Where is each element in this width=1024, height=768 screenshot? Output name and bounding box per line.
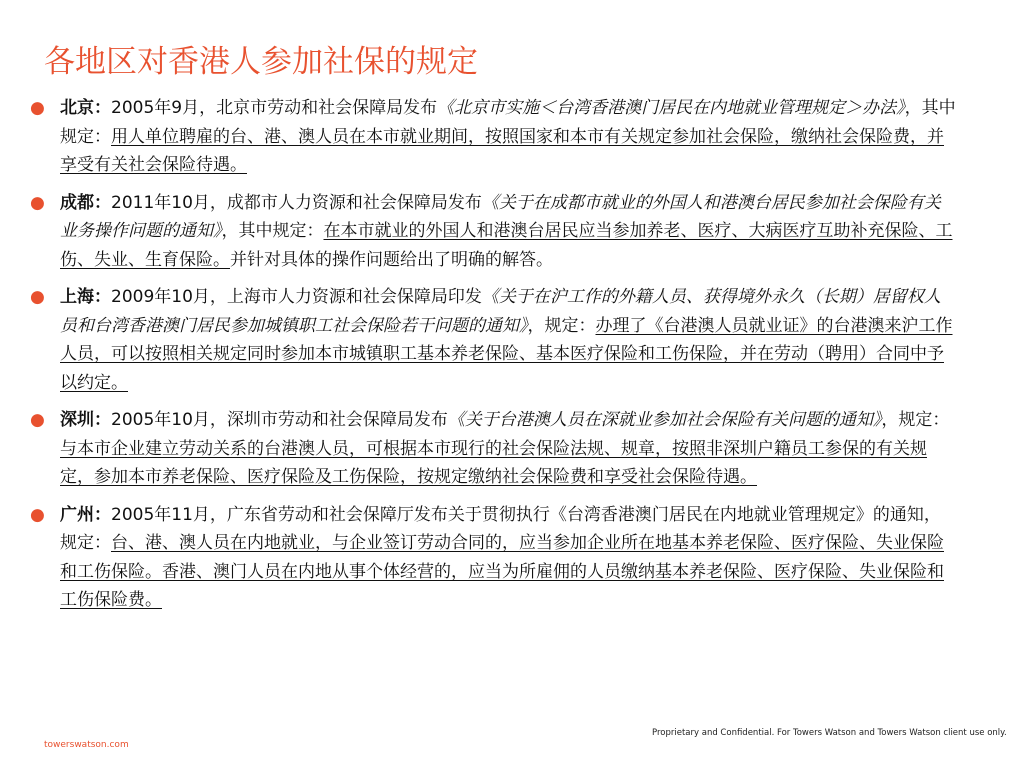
footer-website: towerswatson.com [44,740,129,750]
city-label: 广州： [60,504,111,525]
bullet-icon: ● [30,192,45,213]
regulation-text: 用人单位聘雇的台、港、澳人员在本市就业期间，按照国家和本市有关规定参加社会保险，缴纳社会保险费，并享受有关社会保险待遇。 [60,126,944,175]
item-mid-text: ，其中规定： [60,98,956,147]
regulation-list [26,94,956,624]
document-title: 《北京市实施＜台湾香港澳门居民在内地就业管理规定＞办法》 [437,98,905,118]
list-item-shenzhen [26,406,956,492]
item-lead-text: 2005年11月，广东省劳动和社会保障厅发布关于贯彻执行《台湾香港澳门居民在内地就业管理规定》的通知，规定： [60,504,941,553]
bullet-icon: ● [30,410,45,430]
document-title: 《关于台港澳人员在深就业参加社会保险有关问题的通知》 [447,410,882,430]
regulation-text: 办理了《台港澳人员就业证》的台港澳来沪工作人员，可以按照相关规定同时参加本市城镇职工基本养老保险、基本医疗保险和工伤保险，并在劳动（聘用）合同中予以约定。 [60,315,953,393]
item-mid-text: ，其中规定： [221,221,324,241]
list-item-chengdu [26,189,956,275]
page-title: 各地区对香港人参加社保的规定 [44,44,478,80]
item-lead-text: 2005年10月，深圳市劳动和社会保障局发布 [111,410,448,430]
city-label: 北京： [60,98,111,118]
bullet-icon: ● [30,98,45,118]
document-title: 《关于在成都市就业的外国人和港澳台居民参加社会保险有关业务操作问题的通知》 [60,192,941,241]
list-item-guangzhou [26,501,956,615]
regulation-text: 台、港、澳人员在内地就业，与企业签订劳动合同的，应当参加企业所在地基本养老保险、医疗保险、失业保险和工伤保险。香港、澳门人员在内地从事个体经营的，应当为所雇佣的人员缴纳基本养老保险、医疗保险、失业保险和工伤保险费。 [60,533,944,610]
item-mid-text: ，规定： [881,410,950,430]
item-mid-text: ，规定： [527,315,596,336]
bullet-icon: ● [30,504,45,525]
document-title: 《关于在沪工作的外籍人员、获得境外永久（长期）居留权人员和台湾香港澳门居民参加城镇职工社会保险若干问题的通知》 [60,287,941,336]
list-item-beijing [26,94,956,180]
item-lead-text: 2009年10月，上海市人力资源和社会保障局印发 [111,287,482,307]
list-item-shanghai [26,283,956,397]
item-tail-text: 并针对具体的操作问题给出了明确的解答。 [230,249,553,270]
regulation-text: 与本市企业建立劳动关系的台港澳人员，可根据本市现行的社会保险法规、规章，按照非深圳户籍员工参保的有关规定，参加本市养老保险、医疗保险及工伤保险，按规定缴纳社会保险费和享受社会保险待遇。 [60,438,927,487]
city-label: 上海： [60,287,111,307]
regulation-text: 在本市就业的外国人和港澳台居民应当参加养老、医疗、大病医疗互助补充保险、工伤、失业、生育保险。 [60,221,953,270]
bullet-icon: ● [30,287,45,307]
city-label: 成都： [60,192,111,213]
item-lead-text: 2005年9月，北京市劳动和社会保障局发布 [111,98,438,118]
item-lead-text: 2011年10月，成都市人力资源和社会保障局发布 [111,192,482,213]
confidential-notice: Proprietary and Confidential. For Towers Watson and Towers Watson client use only. [652,728,1007,738]
city-label: 深圳： [60,410,111,430]
